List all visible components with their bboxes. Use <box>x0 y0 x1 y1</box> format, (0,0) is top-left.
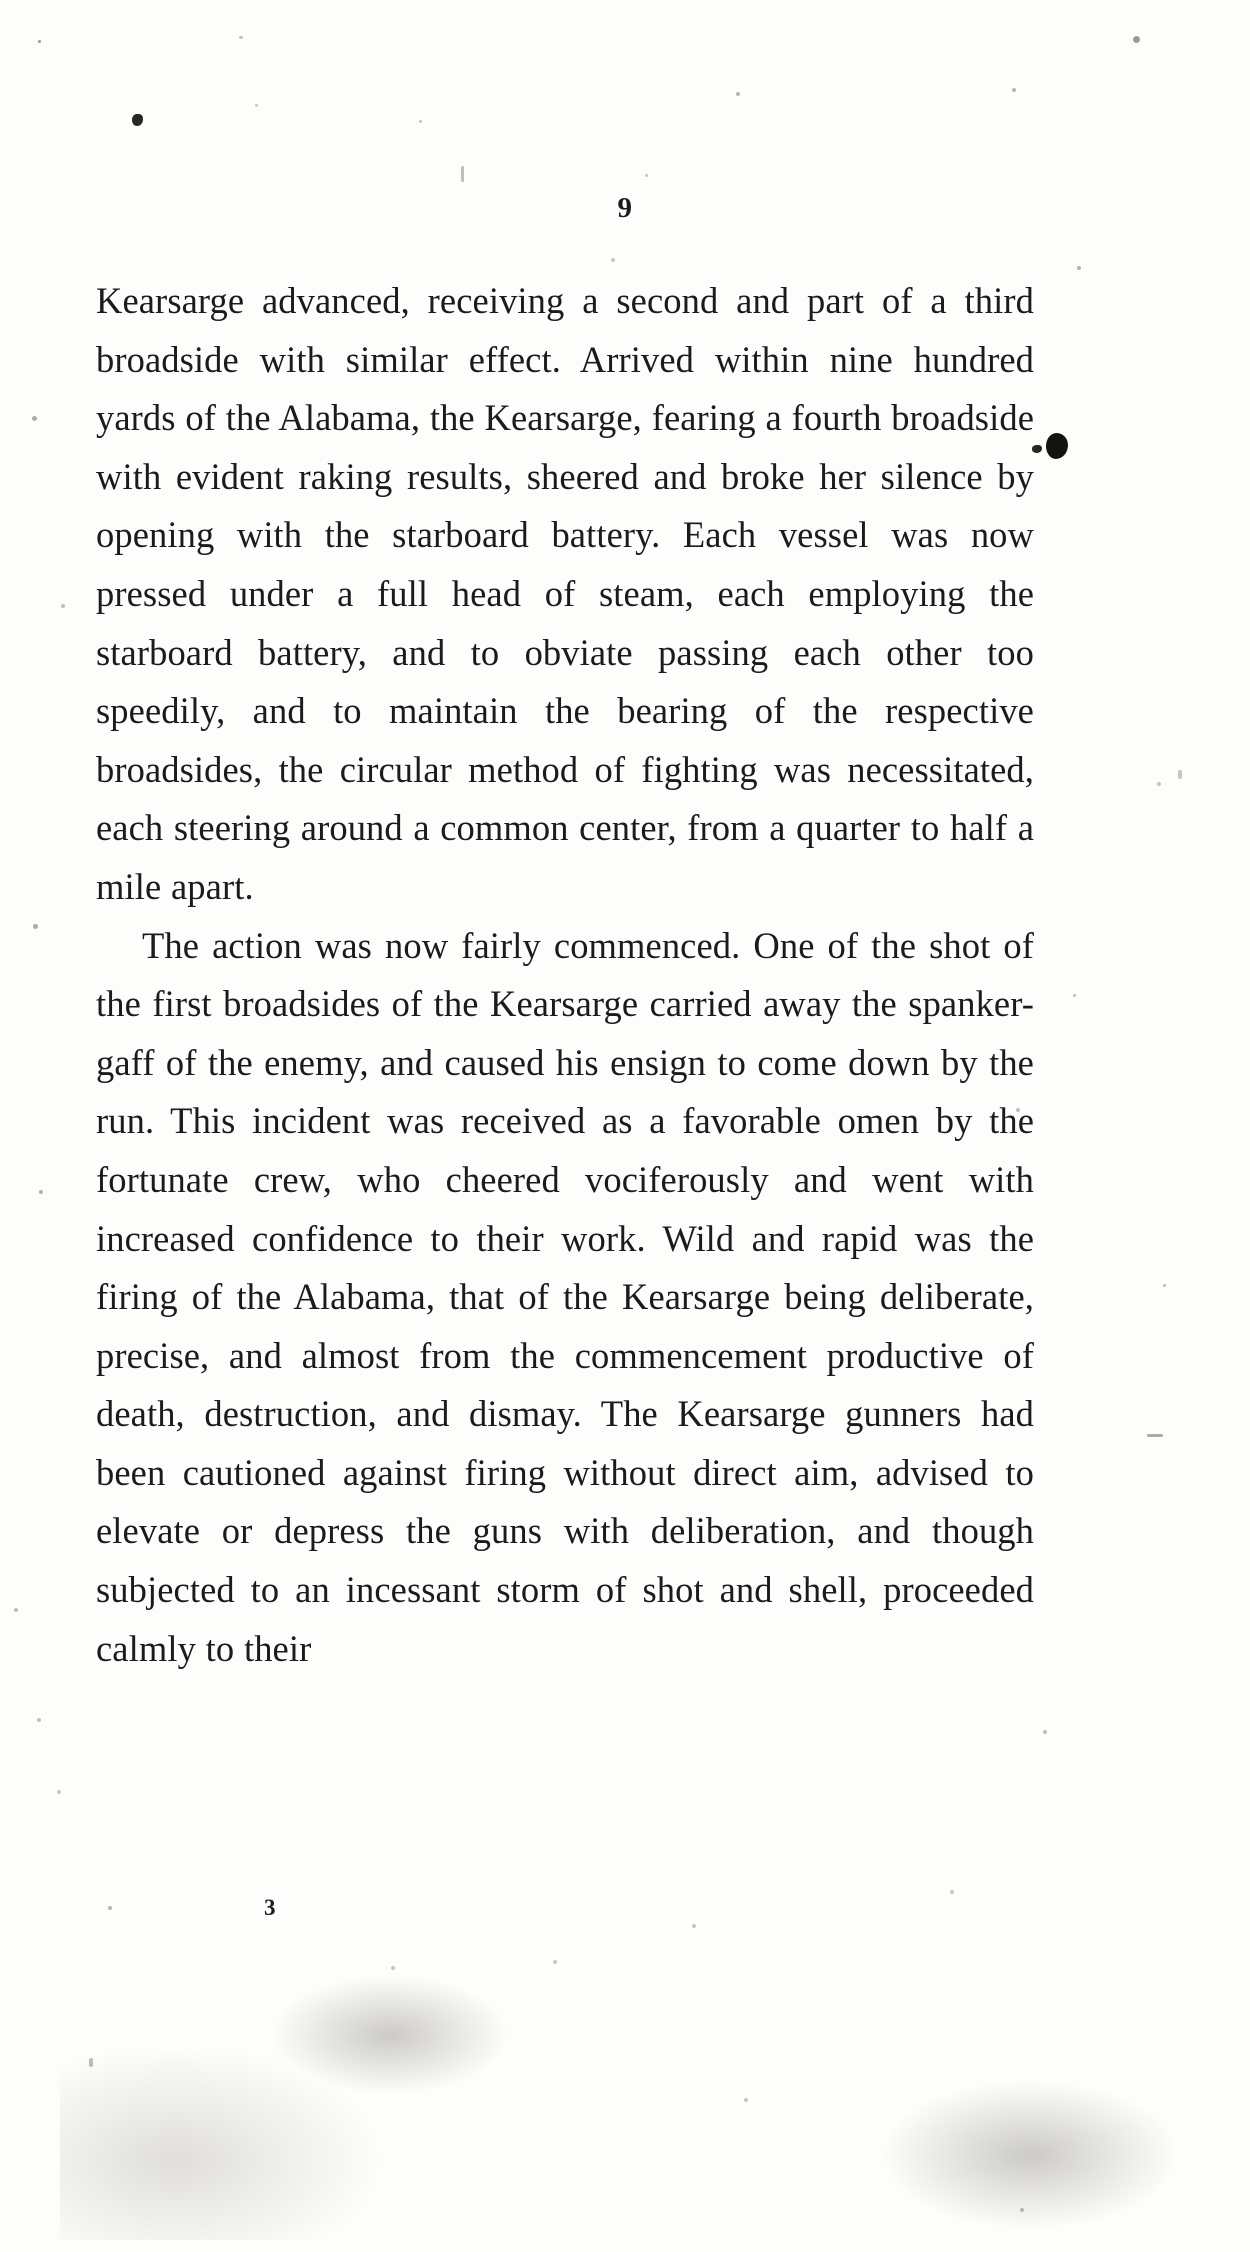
scan-smudge <box>270 1975 510 2095</box>
scan-speckle <box>1020 2208 1024 2212</box>
paragraph: Kearsarge advanced, receiving a second and part of a third broadside with similar effect. Arrived within nine hundred yards of the Alabama, the Kearsarge, fearing a fourth broadside with evident raking results, sheered and broke her silence by opening with the starboard battery. Each vessel was now pressed under a full head of steam, each employing the starboard battery, and to obviate passing each other too speedily, and to maintain the bearing of the respective broadsides, the circular method of fighting was necessitated, each steering around a common center, from a quarter to half a mile apart. <box>96 280 1034 907</box>
scan-speckle <box>1157 782 1161 786</box>
scan-speckle <box>39 1190 43 1194</box>
scan-speckle <box>61 604 65 608</box>
scan-speckle <box>37 1718 41 1722</box>
scan-speckle <box>1043 1730 1047 1734</box>
scan-speckle <box>38 40 41 43</box>
scan-speckle <box>108 1906 112 1910</box>
scan-smudge <box>60 2040 390 2240</box>
scan-speckle <box>553 1960 557 1964</box>
scan-speckle <box>1077 266 1081 270</box>
scan-speckle <box>419 120 422 123</box>
scan-speckle <box>744 2098 748 2102</box>
scan-speckle <box>1147 1434 1163 1437</box>
scan-speckle <box>611 258 615 262</box>
paragraph: The action was now fairly commenced. One of the shot of the first broadsides of the Kearsarge carried away the spanker-gaff of the enemy, and caused his ensign to come down by the run. This incident was received as a favorable omen by the fortunate crew, who cheered vociferously and went with increased confidence to their work. Wild and rapid was the firing of the Alabama, that of the Kearsarge being deliberate, precise, and almost from the commencement productive of death, destruction, and dismay. The Kearsarge gunners had been cautioned against firing without direct aim, advised to elevate or depress the guns with deliberation, and though subjected to an incessant storm of shot and shell, proceeded calmly to their <box>96 924 1034 1669</box>
scan-speckle <box>57 1790 61 1794</box>
body-text <box>96 272 1034 1678</box>
scan-speckle <box>1163 1284 1166 1287</box>
scan-speckle <box>692 1924 696 1928</box>
scan-smudge <box>880 2080 1180 2230</box>
scan-speckle <box>1133 36 1140 43</box>
scan-speckle <box>14 1608 18 1612</box>
scan-speckle <box>89 2058 93 2067</box>
scan-speckle <box>33 924 38 929</box>
scan-speckle <box>32 416 37 421</box>
scan-speckle <box>736 92 740 96</box>
scan-speckle <box>239 36 243 39</box>
ink-blot <box>132 114 143 126</box>
scan-speckle <box>1073 994 1076 997</box>
scan-speckle <box>645 174 648 177</box>
scan-speckle <box>255 104 258 107</box>
scan-speckle <box>391 1966 395 1970</box>
ink-blot <box>1046 433 1068 459</box>
scan-speckle <box>1012 88 1016 92</box>
page-number: 9 <box>617 192 633 224</box>
signature-mark: 3 <box>264 1895 276 1920</box>
scan-speckle <box>461 166 464 182</box>
scan-speckle <box>950 1890 954 1894</box>
scan-speckle <box>1178 770 1182 779</box>
